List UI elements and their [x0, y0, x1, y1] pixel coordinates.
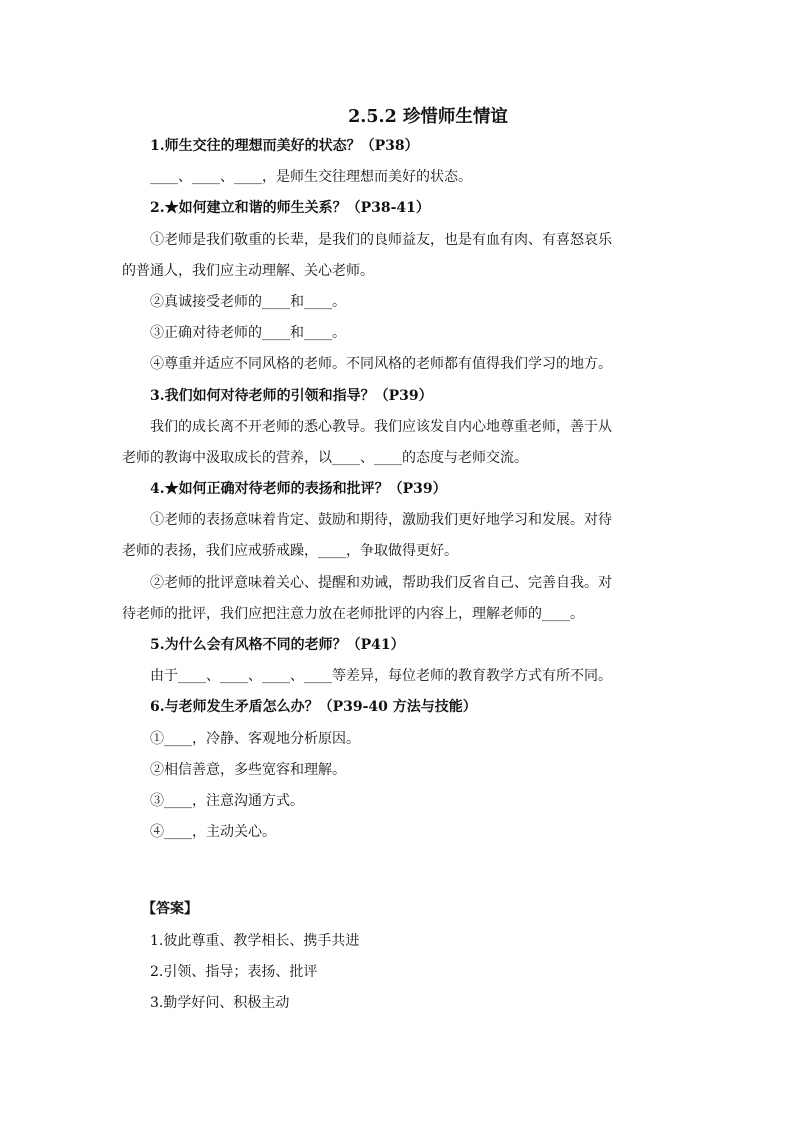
answer-line: 1.彼此尊重、教学相长、携手共进	[150, 932, 360, 949]
doc-line: 老师的表扬，我们应戒骄戒躁，____，争取做得更好。	[122, 543, 458, 560]
doc-line: 4.★如何正确对待老师的表扬和批评？（P39）	[150, 481, 447, 498]
doc-line: 待老师的批评，我们应把注意力放在老师批评的内容上，理解老师的____。	[122, 605, 584, 622]
doc-line: ③____，注意沟通方式。	[150, 792, 304, 809]
doc-line: 3.我们如何对待老师的引领和指导？（P39）	[150, 387, 433, 404]
doc-line: ①老师的表扬意味着肯定、鼓励和期待，激励我们更好地学习和发展。对待	[150, 512, 612, 529]
doc-line: ④____，主动关心。	[150, 824, 276, 841]
doc-line: 5.为什么会有风格不同的老师？（P41）	[150, 637, 405, 653]
doc-line: ①老师是我们敬重的长辈，是我们的良师益友，也是有血有肉、有喜怒哀乐	[150, 231, 612, 248]
answer-line: 3.勤学好问、积极主动	[150, 994, 290, 1011]
question-section	[122, 131, 680, 848]
doc-line: 的普通人，我们应主动理解、关心老师。	[122, 262, 374, 279]
document-page	[122, 103, 680, 1019]
doc-line: ②老师的批评意味着关心、提醒和劝诫，帮助我们反省自己、完善自我。对	[150, 574, 612, 591]
document-title: 2.5.2 珍惜师生情谊	[348, 107, 508, 127]
doc-line: ①____，冷静、客观地分析原因。	[150, 730, 360, 747]
doc-line: 1.师生交往的理想而美好的状态？（P38）	[150, 138, 419, 154]
section-spacer	[150, 848, 680, 894]
doc-line: ②真诚接受老师的____和____。	[150, 293, 346, 310]
doc-line: ____、____、____，是师生交往理想而美好的状态。	[150, 169, 472, 186]
doc-line: ②相信善意，多些宽容和理解。	[150, 761, 346, 778]
doc-line: 由于____、____、____、____等差异，每位老师的教育教学方式有所不同。	[150, 668, 612, 685]
doc-line: ④尊重并适应不同风格的老师。不同风格的老师都有值得我们学习的地方。	[150, 356, 612, 373]
doc-line: 2.★如何建立和谐的师生关系？（P38-41）	[150, 200, 430, 217]
doc-line: 老师的教诲中汲取成长的营养，以____、____的态度与老师交流。	[122, 449, 528, 466]
doc-line: 我们的成长离不开老师的悉心教导。我们应该发自内心地尊重老师，善于从	[150, 418, 612, 435]
doc-line: 6.与老师发生矛盾怎么办？（P39-40 方法与技能）	[150, 699, 477, 716]
answer-heading: 【答案】	[142, 901, 198, 918]
doc-line: ③正确对待老师的____和____。	[150, 325, 346, 342]
answer-line: 2.引领、指导；表扬、批评	[150, 963, 318, 980]
